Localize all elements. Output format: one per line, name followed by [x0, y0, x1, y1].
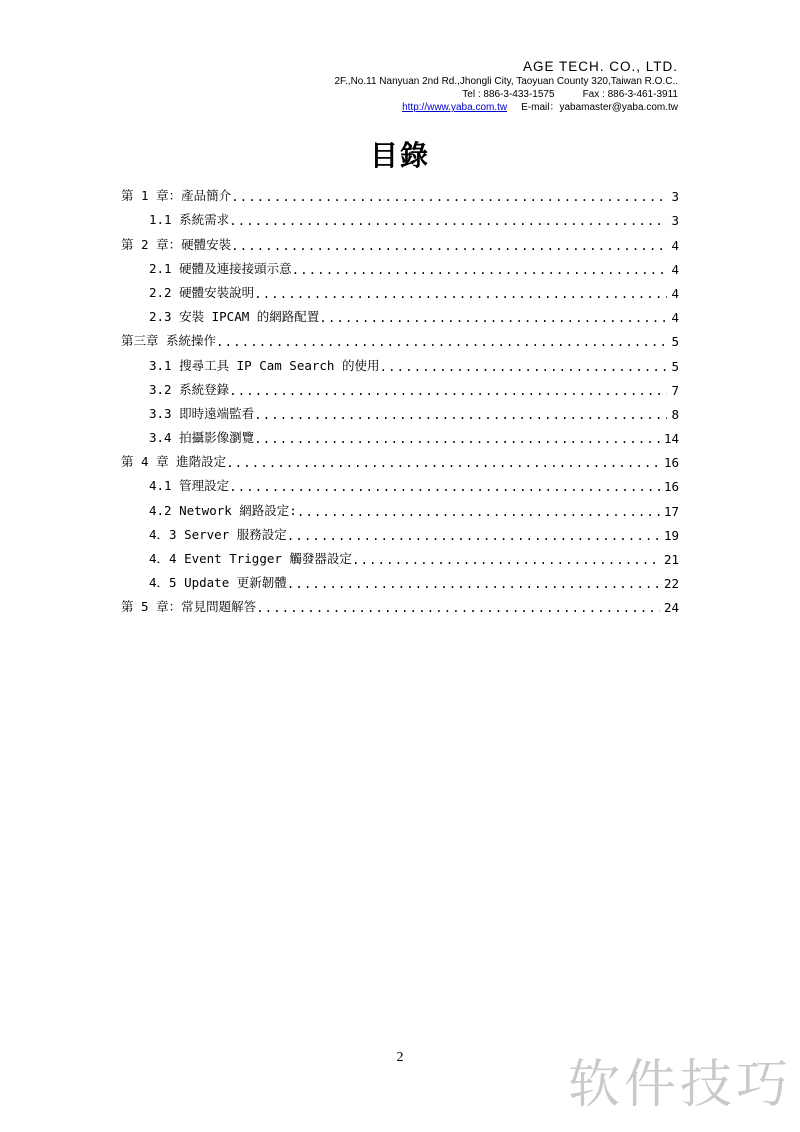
watermark-text: 软件技巧 — [567, 1055, 792, 1115]
page-number: 2 — [396, 1050, 404, 1065]
toc-entry-page: 4 — [671, 285, 679, 301]
toc-entry-page: 22 — [663, 576, 679, 592]
contact-phone-line — [334, 88, 678, 101]
page-title: 目錄 — [369, 139, 430, 172]
toc-entry-page: 24 — [663, 600, 679, 616]
toc-entry-page: 5 — [671, 358, 679, 374]
toc-leader-dots — [216, 334, 667, 349]
toc-entry-label: 第 4 章 進階設定 — [121, 454, 227, 470]
toc-leader-dots — [254, 407, 667, 422]
website-link[interactable]: http://www.yaba.com.tw — [402, 102, 508, 113]
toc-entry-label: 3.3 即時遠端監看 — [149, 405, 255, 421]
toc-entry[interactable] — [121, 422, 679, 446]
toc-leader-dots — [254, 286, 667, 301]
toc-entry[interactable] — [121, 180, 679, 204]
toc-entry[interactable] — [121, 349, 679, 373]
toc-entry-page: 3 — [671, 213, 679, 229]
toc-entry[interactable] — [121, 228, 679, 252]
toc-leader-dots — [231, 189, 667, 204]
toc-entry-label: 2.2 硬體安裝說明 — [149, 284, 255, 300]
toc-entry[interactable] — [121, 494, 679, 518]
toc-entry-label: 4.2 Network 網路設定: — [149, 502, 297, 518]
toc-entry[interactable] — [121, 591, 679, 615]
toc-leader-dots — [287, 576, 660, 591]
toc-entry[interactable] — [121, 374, 679, 398]
toc-entry[interactable] — [121, 277, 679, 301]
toc-entry-label: 第 5 章：常見問題解答 — [121, 599, 257, 615]
toc-entry-page: 16 — [663, 479, 679, 495]
company-name: AGE TECH. CO., LTD. — [522, 59, 678, 74]
toc-entry-label: 1.1 系統需求 — [149, 212, 230, 228]
toc-leader-dots — [352, 552, 660, 567]
toc-entry[interactable] — [121, 204, 679, 228]
toc-entry[interactable] — [121, 446, 679, 470]
toc-entry[interactable] — [121, 253, 679, 277]
toc-entry[interactable] — [121, 325, 679, 349]
toc-entry-page: 8 — [671, 406, 679, 422]
toc-entry-label: 第 2 章：硬體安裝 — [121, 236, 232, 252]
toc-entry-page: 7 — [671, 382, 679, 398]
toc-leader-dots — [287, 528, 660, 543]
toc-leader-dots — [229, 213, 667, 228]
toc-entry-page: 17 — [663, 503, 679, 519]
toc-leader-dots — [380, 359, 668, 374]
toc-entry-label: 第 1 章：產品簡介 — [121, 188, 232, 204]
toc-entry[interactable] — [121, 470, 679, 494]
table-of-contents — [121, 180, 679, 615]
email-address: E-mail：yabamaster@yaba.com.tw — [521, 102, 678, 113]
toc-entry-page: 5 — [671, 334, 679, 350]
toc-entry-label: 3.4 拍攝影像瀏覽 — [149, 430, 255, 446]
letterhead — [334, 58, 678, 114]
toc-leader-dots — [226, 455, 660, 470]
toc-entry-page: 14 — [663, 431, 679, 447]
toc-leader-dots — [256, 600, 660, 615]
toc-leader-dots — [231, 238, 667, 253]
toc-entry-label: 3.1 搜尋工具 IP Cam Search 的使用 — [149, 357, 380, 373]
toc-entry-label: 第三章 系統操作 — [121, 333, 217, 349]
toc-entry-page: 21 — [663, 552, 679, 567]
toc-entry-label: 3.2 系統登錄 — [149, 381, 230, 397]
toc-entry[interactable] — [121, 543, 679, 567]
toc-entry-label: 4．5 Update 更新韌體 — [149, 575, 287, 591]
company-address: 2F.,No.11 Nanyuan 2nd Rd.,Jhongli City, Taoyuan County 320,Taiwan R.O.C.. — [334, 76, 678, 87]
toc-leader-dots — [297, 504, 660, 519]
toc-entry-label: 4.1 管理設定 — [149, 478, 230, 494]
fax-number: Fax : 886-3-461-3911 — [582, 89, 678, 100]
toc-entry-page: 16 — [663, 455, 679, 471]
toc-leader-dots — [229, 479, 660, 494]
toc-leader-dots — [292, 262, 668, 277]
toc-entry-label: 2.1 硬體及連接接頭示意 — [149, 260, 292, 276]
toc-leader-dots — [254, 431, 660, 446]
toc-entry-page: 4 — [671, 310, 679, 326]
toc-entry-page: 19 — [663, 527, 679, 543]
toc-entry-label: 4．3 Server 服務設定 — [149, 526, 287, 542]
toc-entry[interactable] — [121, 398, 679, 422]
toc-entry-label: 4．4 Event Trigger 觸發器設定 — [149, 551, 352, 566]
toc-entry[interactable] — [121, 301, 679, 325]
toc-leader-dots — [229, 383, 667, 398]
toc-leader-dots — [319, 310, 667, 325]
contact-web-line — [334, 101, 678, 114]
toc-entry-page: 4 — [671, 237, 679, 253]
toc-entry-label: 2.3 安裝 IPCAM 的網路配置 — [149, 309, 320, 325]
toc-entry-page: 3 — [671, 189, 679, 205]
toc-entry-page: 4 — [671, 261, 679, 277]
toc-entry[interactable] — [121, 567, 679, 591]
toc-entry[interactable] — [121, 519, 679, 543]
tel-number: Tel : 886-3-433-1575 — [462, 89, 555, 100]
